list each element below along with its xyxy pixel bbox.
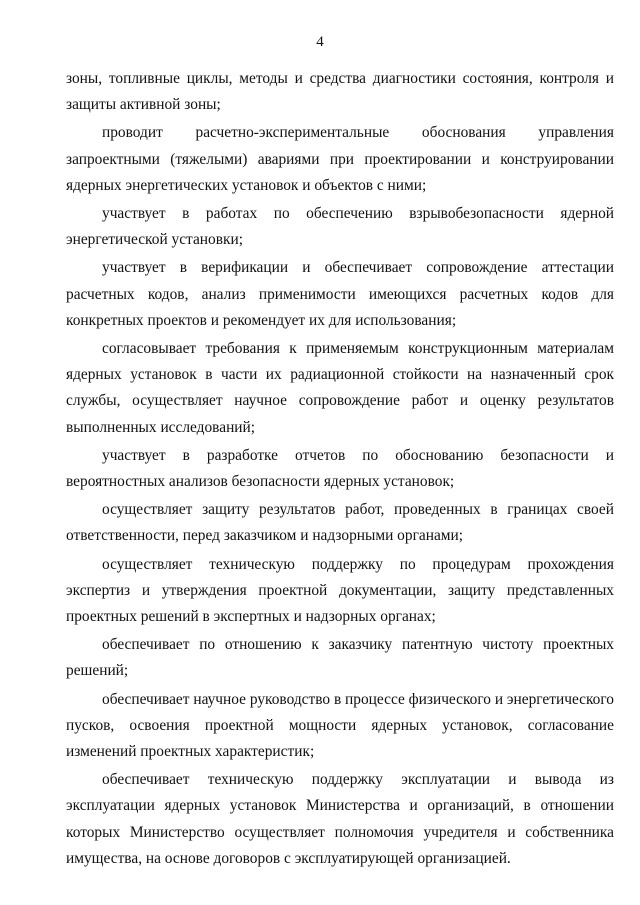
- paragraph: участвует в разработке отчетов по обоснованию безопасности и вероятностных анализов безопасности ядерных установок;: [66, 446, 614, 491]
- paragraph: осуществляет техническую поддержку по процедурам прохождения экспертиз и утверждения проектной документации, защиту представленных проектных решений в экспертных и надзорных органах;: [66, 555, 614, 626]
- paragraph: участвует в работах по обеспечению взрывобезопасности ядерной энергетической установки;: [66, 205, 614, 249]
- paragraph: обеспечивает техническую поддержку эксплуатации и вывода из эксплуатации ядерных установок Министерства и организаций, в отношении которых Министерство осуществляет полномочия учредителя и собственника имущества, на основе договоров с эксплуатирующей организацией.: [66, 771, 614, 867]
- paragraph: осуществляет защиту результатов работ, проведенных в границах своей ответственности, перед заказчиком и надзорными органами;: [66, 501, 614, 545]
- paragraph: проводит расчетно-экспериментальные обоснования управления запроектными (тяжелыми) авариями при проектировании и конструировании ядерных энергетических установок и объектов с ними;: [66, 124, 614, 194]
- paragraph: обеспечивает по отношению к заказчику патентную чистоту проектных решений;: [66, 636, 614, 680]
- paragraph: обеспечивает научное руководство в процессе физического и энергетического пусков, освоения проектной мощности ядерных установок, согласование изменений проектных характеристик;: [66, 690, 614, 761]
- paragraph: согласовывает требования к применяемым конструкционным материалам ядерных установок в части их радиационной стойкости на назначенный срок службы, осуществляет научное сопровождение работ и оценку результатов выполненных исследований;: [66, 340, 614, 436]
- paragraph: зоны, топливные циклы, методы и средства диагностики состояния, контроля и защиты активной зоны;: [66, 70, 614, 114]
- page-number: 4: [316, 34, 324, 50]
- paragraph: участвует в верификации и обеспечивает сопровождение аттестации расчетных кодов, анализ применимости имеющихся расчетных кодов для конкретных проектов и рекомендует их для использования;: [66, 259, 614, 329]
- document-body: [66, 66, 614, 874]
